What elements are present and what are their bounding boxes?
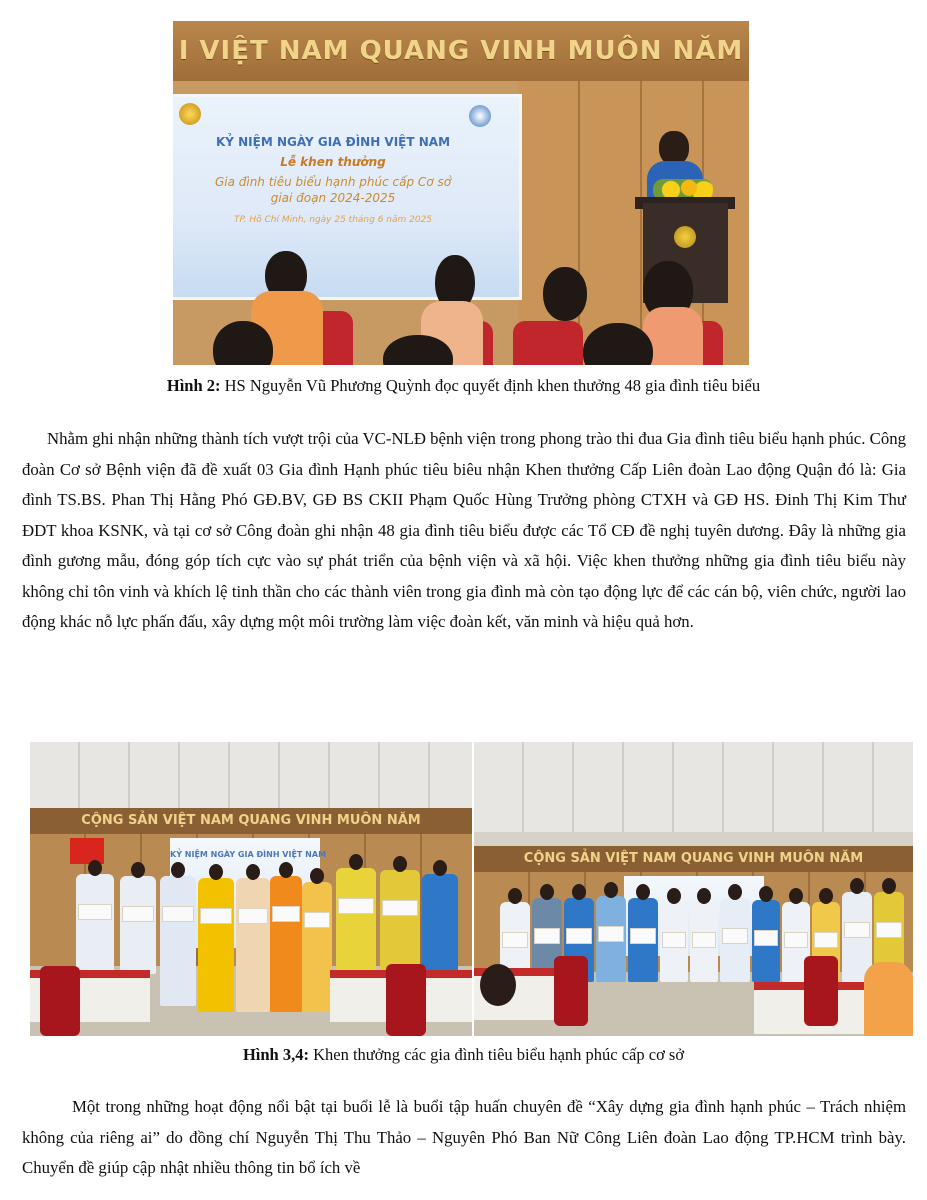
person bbox=[198, 878, 234, 1012]
flag-icon bbox=[70, 838, 104, 864]
hospital-logo-icon bbox=[469, 105, 491, 127]
screen-line-1: KỶ NIỆM NGÀY GIA ĐÌNH VIỆT NAM bbox=[215, 135, 451, 149]
person bbox=[160, 876, 196, 1006]
person bbox=[76, 874, 114, 974]
screen-line-4: giai đoạn 2024-2025 bbox=[270, 191, 396, 205]
figure-2-caption-label: Hình 2: bbox=[166, 376, 221, 395]
person bbox=[628, 898, 658, 982]
chair bbox=[40, 966, 80, 1036]
hall-banner-text: CỘNG SẢN VIỆT NAM QUANG VINH MUÔN NĂM bbox=[81, 813, 421, 828]
podium-emblem-icon bbox=[674, 226, 696, 248]
figure-34-caption bbox=[0, 1045, 927, 1065]
body-paragraph-2: Một trong những hoạt động nổi bật tại buổi lễ là buổi tập huấn chuyên đề “Xây dựng gia đình hạnh phúc – Trách nhiệm không của riêng ai” do đồng chí Nguyễn Thị Thu Thảo – Nguyên Phó Ban Nữ Công Liên đoàn Lao động TP.HCM trình bày. Chuyển đề giúp cập nhật nhiều thông tin bổ ích về bbox=[22, 1097, 906, 1177]
screen-line-3: Gia đình tiêu biểu hạnh phúc cấp Cơ sở bbox=[214, 175, 452, 189]
wall-banner-text: I VIỆT NAM QUANG VINH MUÔN NĂM bbox=[178, 36, 744, 66]
chair bbox=[513, 321, 583, 365]
figure-2-caption bbox=[0, 376, 927, 396]
figure-34-caption-text: Khen thưởng các gia đình tiêu biểu hạnh phúc cấp cơ sở bbox=[308, 1045, 685, 1064]
audience bbox=[173, 251, 749, 365]
audience-head bbox=[543, 267, 587, 321]
person bbox=[302, 882, 332, 1012]
ceiling bbox=[474, 742, 913, 832]
person bbox=[660, 902, 688, 982]
figure-4-photo bbox=[474, 742, 913, 1036]
person bbox=[752, 900, 780, 982]
projection-screen-text: KỶ NIỆM NGÀY GIA ĐÌNH VIỆT NAM bbox=[170, 850, 327, 859]
audience-head bbox=[480, 964, 516, 1006]
person bbox=[720, 898, 750, 982]
person bbox=[120, 876, 156, 974]
chair bbox=[804, 956, 838, 1026]
audience-member bbox=[864, 962, 913, 1036]
person bbox=[236, 878, 270, 1012]
person bbox=[596, 896, 626, 982]
figure-2-caption-text: HS Nguyễn Vũ Phương Quỳnh đọc quyết định khen thưởng 48 gia đình tiêu biểu bbox=[220, 376, 761, 395]
person bbox=[270, 876, 302, 1012]
hall-banner-text: CỘNG SẢN VIỆT NAM QUANG VINH MUÔN NĂM bbox=[523, 851, 864, 866]
figure-2-photo bbox=[173, 21, 749, 365]
ceiling bbox=[30, 742, 472, 812]
screen-line-5: TP. Hồ Chí Minh, ngày 25 tháng 6 năm 2025 bbox=[233, 215, 433, 225]
chair bbox=[554, 956, 588, 1026]
screen-line-2: Lễ khen thưởng bbox=[280, 155, 386, 169]
union-logo-icon bbox=[179, 103, 201, 125]
body-paragraph-1: Nhằm ghi nhận những thành tích vượt trội của VC-NLĐ bệnh viện trong phong trào thi đua Gia đình tiêu biểu hạnh phúc. Công đoàn Cơ sở Bệnh viện đã đề xuất 03 Gia đình Hạnh phúc tiêu biêu nhận Khen thưởng Cấp Liên đoàn Lao động Quận đó là: Gia đình TS.BS. Phan Thị Hằng Phó GĐ.BV, GĐ BS CKII Phạm Quốc Hùng Trưởng phòng CTXH và GĐ HS. Đinh Thị Kim Thư ĐDT khoa KSNK, và tại cơ sở Công đoàn ghi nhận 48 gia đình tiêu biểu được các Tổ CĐ đề nghị tuyên dương. Đây là những gia đình gương mẫu, đóng góp tích cực vào sự phát triển của bệnh viện và xã hội. Việc khen thưởng những gia đình tiêu biểu này không chỉ tôn vinh và khích lệ tinh thần cho các thành viên trong gia đình mà còn tạo động lực để các cán bộ, viên chức, người lao động khác nỗ lực phấn đấu, xây dựng một môi trường làm việc đoàn kết, văn minh và hiệu quả hơn. bbox=[22, 429, 906, 631]
figure-3-photo bbox=[30, 742, 472, 1036]
chair bbox=[386, 964, 426, 1036]
figure-34-caption-label: Hình 3,4: bbox=[242, 1045, 309, 1064]
person bbox=[690, 902, 718, 982]
speaker-head bbox=[659, 131, 689, 165]
